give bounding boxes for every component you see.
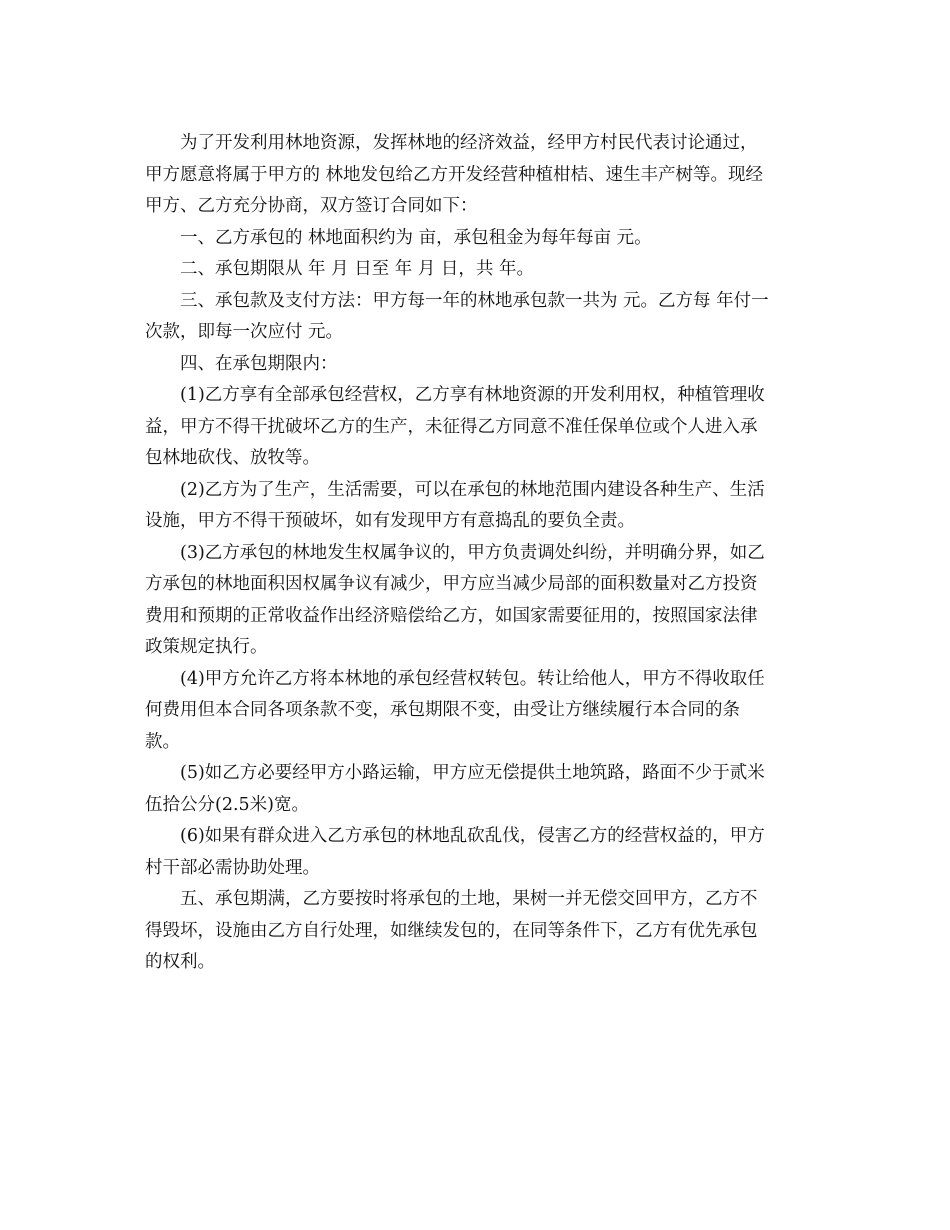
paragraph-item-6: (6)如果有群众进入乙方承包的林地乱砍乱伐，侵害乙方的经营权益的，甲方 村干部必需协助处理。 — [145, 826, 765, 878]
paragraph-item-2: (2)乙方为了生产，生活需要，可以在承包的林地范围内建设各种生产、生活 设施，甲方不得干预破坏，如有发现甲方有意捣乱的要负全责。 — [145, 479, 765, 531]
paragraph-clause-3: 三、承包款及支付方法：甲方每一年的林地承包款一共为 元。乙方每 年付一 次款，即每一次应付 元。 — [145, 290, 769, 342]
paragraph-item-5: (5)如乙方必要经甲方小路运输，甲方应无偿提供土地筑路，路面不少于贰米 伍拾公分(2.5米)宽。 — [145, 763, 765, 815]
paragraph-clause-5: 五、承包期满，乙方要按时将承包的土地，果树一并无偿交回甲方，乙方不 得毁坏，设施由乙方自行处理，如继续发包的，在同等条件下，乙方有优先承包 的权利。 — [145, 889, 758, 972]
contract-body — [145, 128, 807, 979]
paragraph-item-1: (1)乙方享有全部承包经营权，乙方享有林地资源的开发利用权，种植管理收 益，甲方不得干扰破坏乙方的生产，未征得乙方同意不准任保单位或个人进入承 包林地砍伐、放牧等。 — [145, 385, 765, 468]
paragraph-item-4: (4)甲方允许乙方将本林地的承包经营权转包。转让给他人，甲方不得收取任 何费用但本合同各项条款不变，承包期限不变，由受让方继续履行本合同的条 款。 — [145, 668, 765, 752]
paragraph-intro: 为了开发利用林地资源，发挥林地的经济效益，经甲方村民代表讨论通过， 甲方愿意将属于甲方的 林地发包给乙方开发经营种植柑桔、速生丰产树等。现经 甲方、乙方充分协商，双方签订合同如下： — [145, 133, 764, 216]
paragraph-clause-1: 一、乙方承包的 林地面积约为 亩，承包租金为每年每亩 元。 — [180, 227, 652, 248]
paragraph-clause-4: 四、在承包期限内： — [180, 353, 338, 374]
paragraph-clause-2: 二、承包期限从 年 月 日至 年 月 日，共 年。 — [180, 259, 534, 279]
paragraph-item-3: (3)乙方承包的林地发生权属争议的，甲方负责调处纠纷，并明确分界，如乙 方承包的林地面积因权属争议有减少，甲方应当减少局部的面积数量对乙方投资 费用和预期的正常收益作出经济赔偿给乙方，如国家需要征用的，按照国家法律 政策规定执行。 — [145, 542, 765, 657]
